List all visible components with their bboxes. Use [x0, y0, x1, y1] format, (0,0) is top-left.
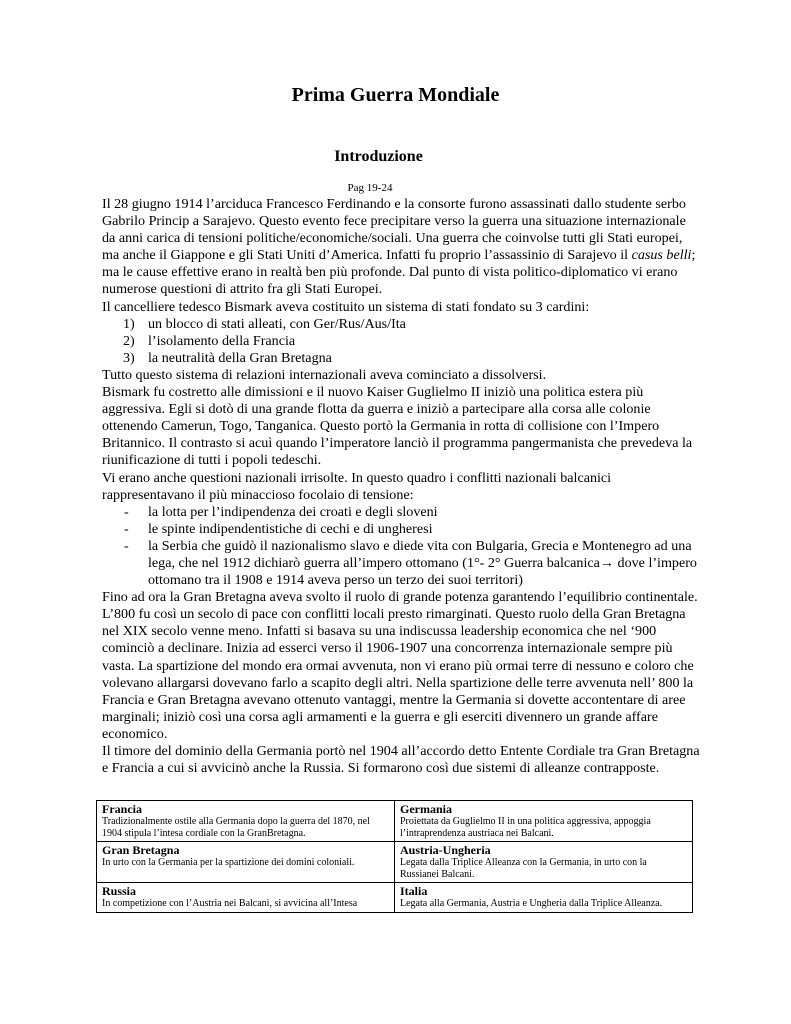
list-item [102, 333, 702, 350]
list-dash: - [124, 520, 129, 537]
list-dash: - [124, 503, 129, 520]
country-name: Germania [400, 802, 452, 816]
list-item [102, 521, 702, 538]
country-description: In competizione con l’Austria nei Balcani, si avvicina all’Intesa [102, 898, 358, 909]
document-body [102, 196, 702, 777]
list-number: 2) [123, 332, 135, 349]
list-item-text: l’isolamento della Francia [148, 332, 296, 349]
list-item-text-end: dove l’impero ottomano tra il 1908 e 1914 aveva perso un terzo dei suoi territori) [148, 554, 697, 589]
paragraph-intro-text-end: ; ma le cause effettive erano in realtà ben più profonde. Dal punto di vista politico-diplomatico vi erano numerose questioni di attrito fra gli Stati Europei. [102, 247, 696, 298]
table-row [97, 801, 693, 842]
list-number: 1) [123, 315, 135, 332]
table-cell-austria-ungheria [395, 842, 693, 883]
country-description: Legata alla Germania, Austria e Ungheria dalla Triplice Alleanza. [400, 898, 663, 909]
table-cell-russia [97, 883, 395, 913]
document-title: Prima Guerra Mondiale [291, 84, 500, 106]
paragraph-intro-text: Il 28 giugno 1914 l’arciduca Francesco Ferdinando e la consorte furono assassinati dallo studente serbo Gabrilo Princip a Sarajevo. Questo evento fece precipitare verso la guerra una situazione internazionale da anni carica di tensioni politiche/economiche/sociali. Una guerra che coinvolse tutti gli Stati europei, ma anche il Giappone e gli Stati Uniti d’America. Infatti fu proprio l’assassinio di Sarajevo il [102, 196, 686, 264]
paragraph-kaiser: Bismark fu costretto alle dimissioni e il nuovo Kaiser Guglielmo II iniziò una politica estera più aggressiva. Egli si dotò di una grande flotta da guerra e iniziò a partecipare alla corsa alle colonie ottenendo Camerun, Togo, Tanganica. Questo portò la Germania in rotta di collisione con l’Impero Britannico. Il contrasto si acuì quando l’imperatore lanciò il programma pangermanista che prevedeva la riunificazione di tutti i popoli tedeschi. [102, 384, 693, 469]
table-cell-francia [97, 801, 395, 842]
table-row [97, 883, 693, 913]
paragraph-bismark: Il cancelliere tedesco Bismark aveva costituito un sistema di stati fondato su 3 cardini: [102, 298, 590, 315]
country-description: In urto con la Germania per la spartizione dei domini coloniali. [102, 857, 355, 868]
list-item [102, 316, 702, 333]
country-name: Austria-Ungheria [400, 843, 491, 857]
country-description: Proiettata da Guglielmo II in una politica aggressiva, appoggia l’intraprendenza austriaca nei Balcani. [400, 816, 651, 839]
page-reference: Pag 19-24 [347, 182, 393, 194]
country-description: Legata dalla Triplice Alleanza con la Germania, in urto con la Russianei Balcani. [400, 857, 647, 880]
casus-belli-emphasis: casus belli [631, 247, 692, 264]
paragraph-intro [102, 196, 702, 299]
table-row [97, 842, 693, 883]
paragraph-national-questions: Vi erano anche questioni nazionali irrisolte. In questo quadro i conflitti nazionali balcanici rappresentavano il più minaccioso focolaio di tensione: [102, 469, 612, 503]
list-item-text: le spinte indipendentistiche di cechi e di ungheresi [148, 520, 433, 537]
table-cell-italia [395, 883, 693, 913]
country-name: Gran Bretagna [102, 843, 180, 857]
list-item-text: la neutralità della Gran Bretagna [148, 349, 332, 366]
list-dash: - [124, 537, 129, 554]
table-cell-germania [395, 801, 693, 842]
section-title: Introduzione [334, 148, 423, 165]
arrow-icon: → [599, 554, 614, 571]
list-item-text: la lotta per l’indipendenza dei croati e degli sloveni [148, 503, 438, 520]
country-name: Francia [102, 802, 142, 816]
list-item [102, 538, 702, 589]
list-number: 3) [123, 349, 135, 366]
table-cell-gran-bretagna [97, 842, 395, 883]
paragraph-dissolution: Tutto questo sistema di relazioni internazionali aveva cominciato a dissolversi. [102, 366, 547, 383]
alliances-table [96, 800, 693, 913]
country-name: Russia [102, 884, 137, 898]
list-item-text: un blocco di stati alleati, con Ger/Rus/Aus/Ita [148, 315, 406, 332]
country-name: Italia [400, 884, 428, 898]
list-item [102, 350, 702, 367]
paragraph-gran-bretagna: Fino ad ora la Gran Bretagna aveva svolto il ruolo di grande potenza garantendo l’equilibrio continentale. L’800 fu così un secolo di pace con conflitti locali presto rimarginati. Questo ruolo della Gran Bretagna nel XIX secolo venne meno. Infatti si basava su una indiscussa leadership economica che nel ‘900 cominciò a declinare. Inizia ad esserci verso il 1906-1907 una concorrenza internazionale sempre più vasta. La spartizione del mondo era ormai avvenuta, non vi erano più ormai terre di nessuno e coloro che volevano allargarsi dovevano farlo a scapito degli altri. Nella spartizione delle terre avvenuta nell’ 800 la Francia e Gran Bretagna avevano ottenuto vantaggi, mentre la Germania si dovette accontentare di aree marginali; iniziò così una corsa agli armamenti e la guerra e gli eserciti divennero un grande affare economico. [102, 589, 698, 742]
list-item-text: la Serbia che guidò il nazionalismo slavo e diede vita con Bulgaria, Grecia e Montenegro ad una lega, che nel 1912 dichiarò guerra all’impero ottomano (1°- 2° Guerra balcanica [148, 537, 692, 571]
list-item [102, 504, 702, 521]
country-description: Tradizionalmente ostile alla Germania dopo la guerra del 1870, nel 1904 stipula l’intesa cordiale con la GranBretagna. [102, 816, 370, 839]
paragraph-entente: Il timore del dominio della Germania portò nel 1904 all’accordo detto Entente Cordiale tra Gran Bretagna e Francia a cui si avvicinò anche la Russia. Si formarono così due sistemi di alleanze contrapposte. [102, 743, 700, 777]
